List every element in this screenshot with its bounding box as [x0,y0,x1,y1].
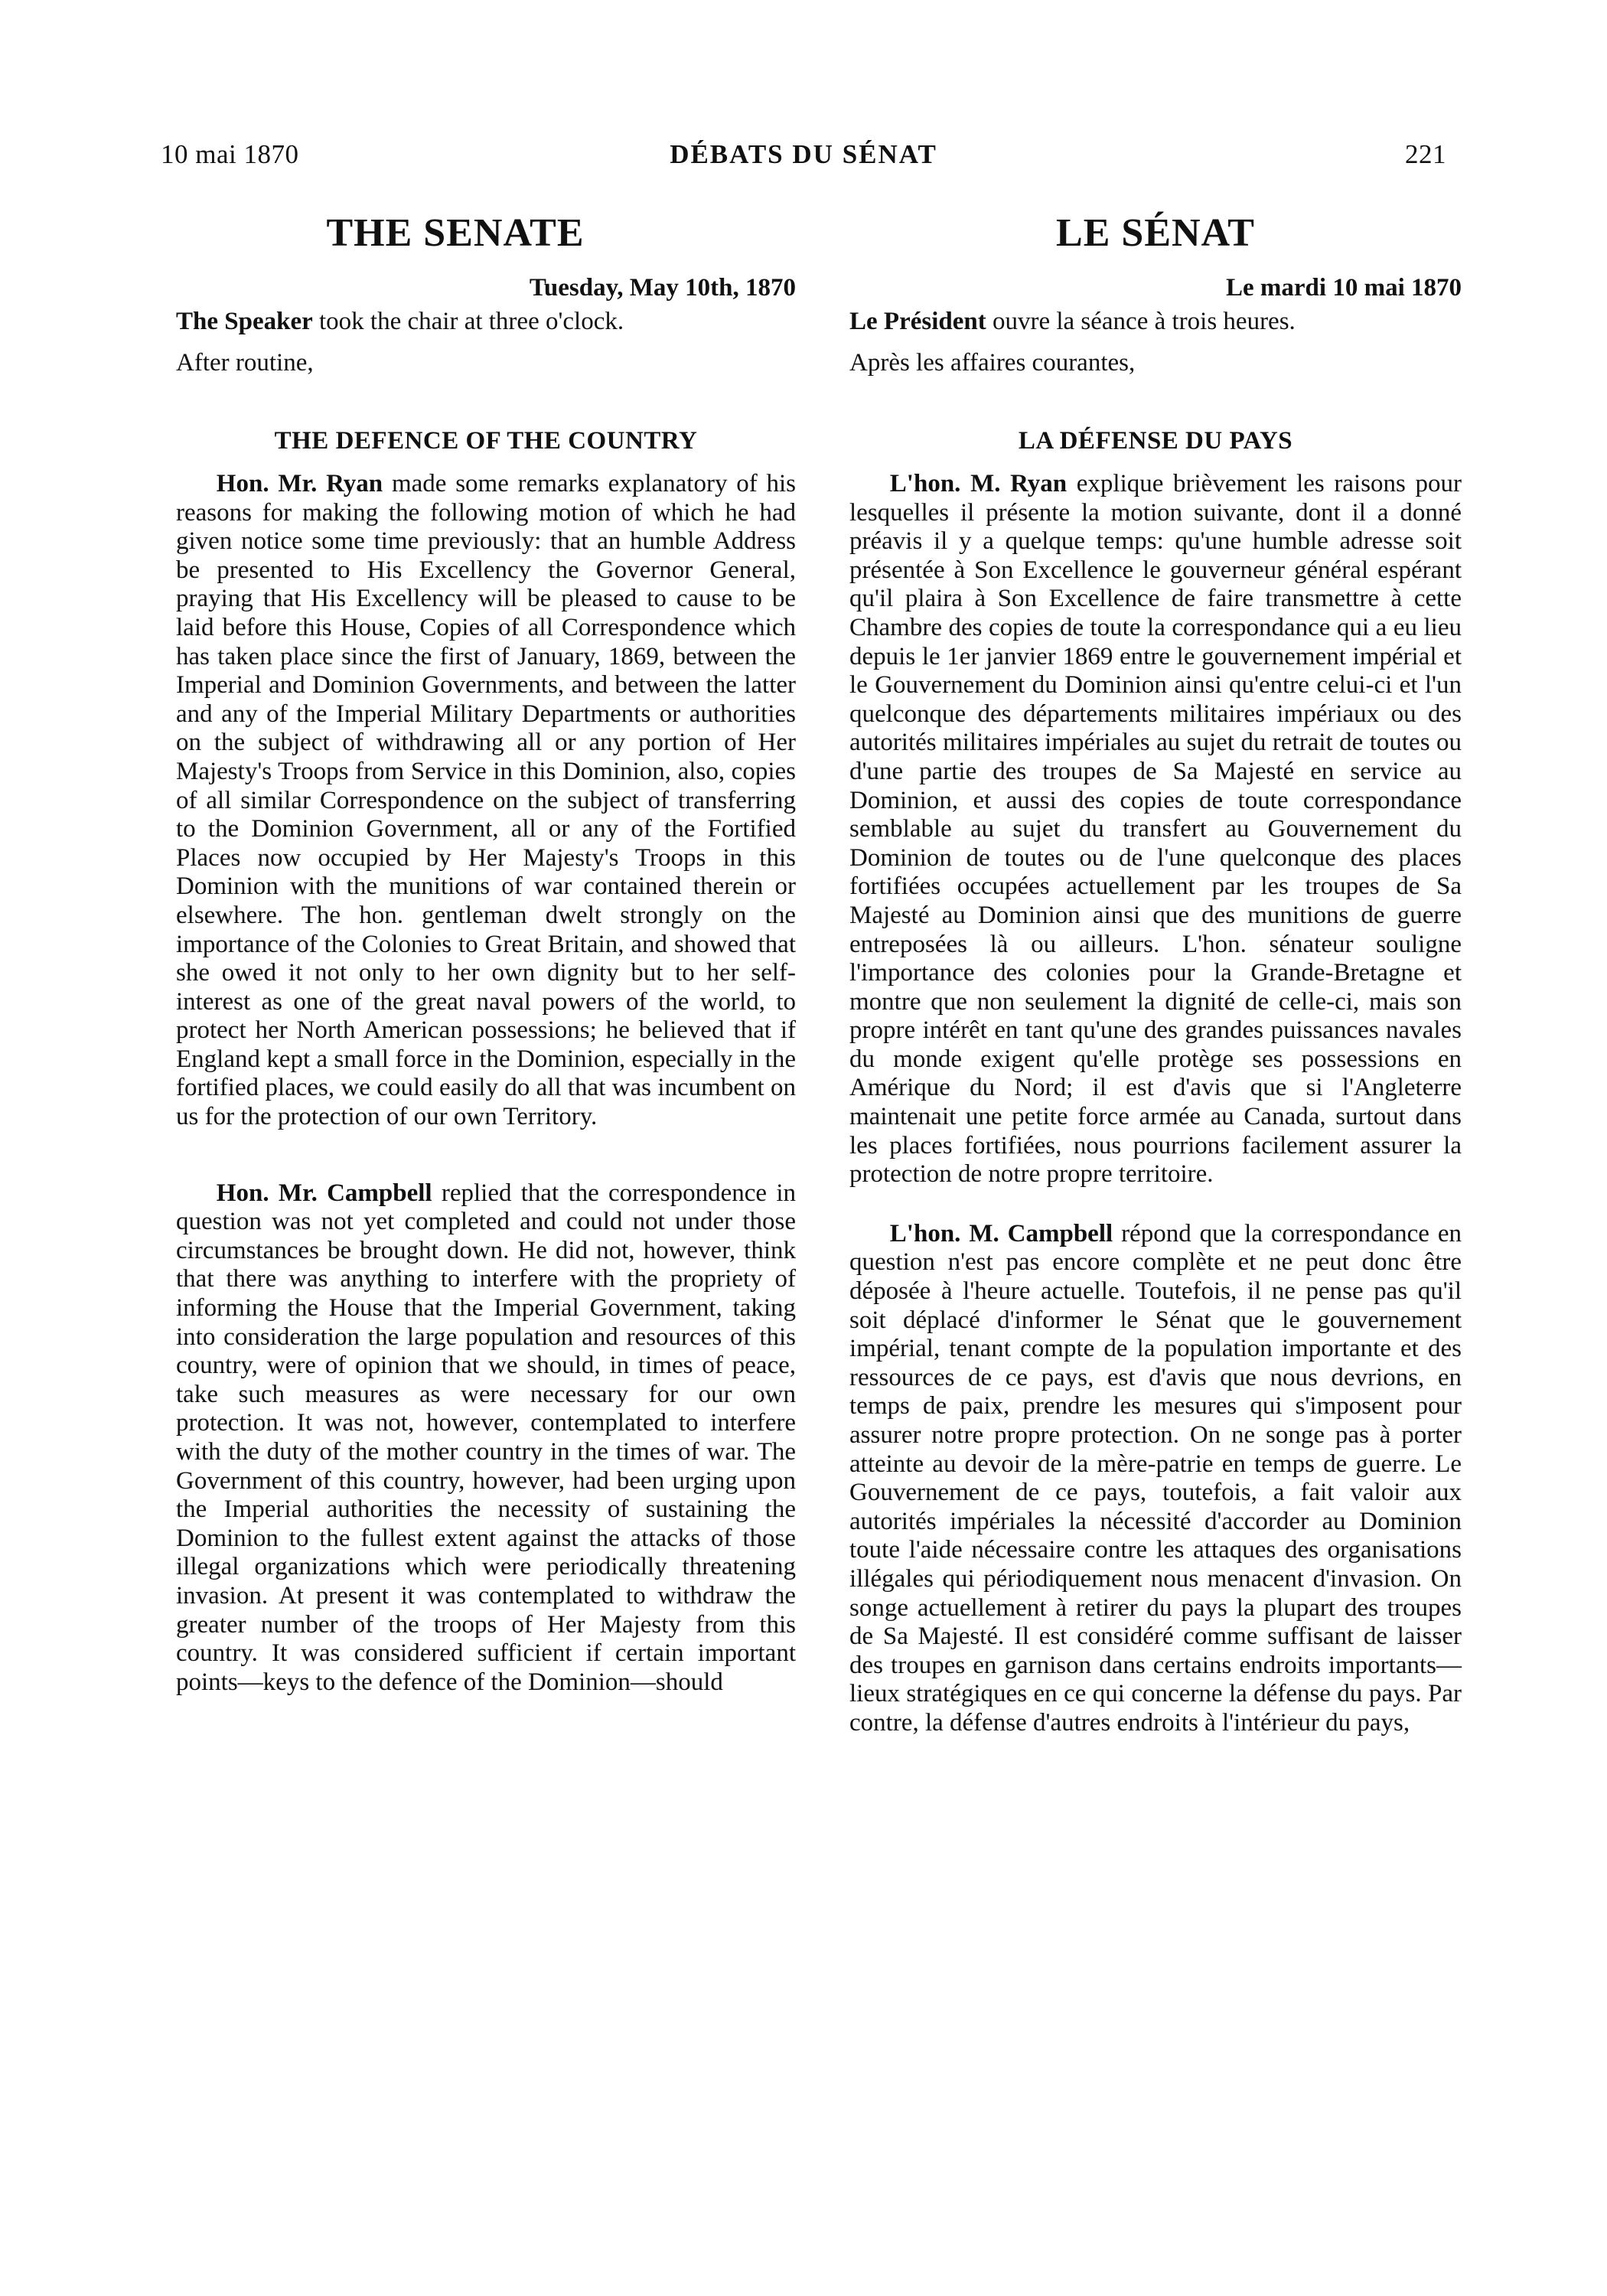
french-chair-line [849,308,1462,340]
english-paragraph-campbell [176,1179,796,1698]
french-p2-text: répond que la correspondance en question n'est pas encore complète et ne peut donc être déposée à l'heure actuelle. Toutefois, il ne pense pas qu'il soit déplacé d'informer le Sénat que le gouvernement impérial, tenant compte de la population importante et des ressources de ce pays, est d'avis que nous devrions, en temps de paix, prendre les mesures qui s'imposent pour assurer notre propre protection. On ne songe pas à porter atteinte au devoir de la mère-patrie en temps de guerre. Le Gouvernement de ce pays, toutefois, a fait valoir aux autorités impériales la nécessité d'accorder au Dominion toute l'aide nécessaire contre les attaques des organisations illégales qui périodiquement nous menacent d'invasion. On songe actuellement à retirer du pays la plupart des troupes de Sa Majesté. Il est considéré comme suffisant de laisser des troupes en garnison dans certains endroits importants—lieux stratégiques en ce qui concerne la défense du pays. Par contre, la défense d'autres endroits à l'intérieur du pays, [849,1219,1462,1737]
french-chair-text: ouvre la séance à trois heures. [986,308,1296,335]
page-number: 221 [1405,139,1446,169]
french-house-title: LE SÉNAT [1056,211,1255,255]
header-date: 10 mai 1870 [161,139,299,169]
running-head [161,139,1446,178]
french-paragraph-campbell [849,1220,1462,1738]
french-p1-speaker: L'hon. M. Ryan [889,470,1068,497]
english-section-heading: THE DEFENCE OF THE COUNTRY [274,427,698,455]
french-chair-speaker: Le Président [849,308,986,335]
english-p2-text: replied that the correspondence in question was not yet completed and could not under those circumstances be brought down. He did not, however, think that there was anything to interfere with the propriety of informing the House that the Imperial Government, taking into consideration the large population and resources of this country, were of opinion that we should, in times of peace, take such measures as were necessary for our own protection. It was not, however, contemplated to interfere with the duty of the mother country in the times of war. The Government of this country, however, had been urging upon the Imperial authorities the necessity of sustaining the Dominion to the fullest extent against the attacks of those illegal organizations which were periodically threatening invasion. At present it was contemplated to withdraw the greater number of the troops of Her Majesty from this country. It was considered sufficient if certain important points—keys to the defence of the Dominion—should [176,1179,796,1696]
english-house-title: THE SENATE [326,211,585,255]
english-chair-text: took the chair at three o'clock. [312,308,624,335]
french-p1-text: explique brièvement les raisons pour lesquelles il présente la motion suivante, dont il a donné préavis il y a quelque temps: qu'une humble adresse soit présentée à Son Excellence le gouverneur général espérant qu'il plaira à Son Excellence de faire transmettre à cette Chambre des copies de toute la correspondance qui a eu lieu depuis le 1er janvier 1869 entre le gouvernement impérial et le Gouvernement du Dominion ainsi qu'entre celui-ci et l'un quelconque des départements militaires impériaux ou des autorités militaires impériales au sujet du retrait de toutes ou d'une partie des troupes de Sa Majesté en service au Dominion, et aussi des copies de toute correspondance semblable au sujet du transfert au Gouvernement du Dominion de toutes ou de l'une quelconque des places fortifiées occupées actuellement par les troupes de Sa Majesté au Dominion ainsi que des munitions de guerre entreposées là ou ailleurs. L'hon. sénateur souligne l'importance des colonies pour la Grande-Bretagne et montre que non seulement la dignité de celle-ci, mais son propre intérêt en tant qu'une des grandes puissances navales du monde exigent qu'elle protège ses possessions en Amérique du Nord; il est d'avis que si l'Angleterre maintenait une petite force armée au Canada, surtout dans les places fortifiées, nous pourrions facilement assurer la protection de notre propre territoire. [849,470,1462,1189]
english-routine: After routine, [176,349,314,377]
english-column [176,207,796,1697]
french-p2-speaker: L'hon. M. Campbell [889,1219,1113,1247]
english-p1-text: made some remarks explanatory of his reasons for making the following motion of which he had given notice some time previously: that an humble Address be presented to His Excellency the Governor General, praying that His Excellency will be pleased to cause to be laid before this House, Copies of all Correspondence which has taken place since the first of January, 1869, between the Imperial and Dominion Governments, and between the latter and any of the Imperial Military Departments or authorities on the subject of withdrawing all or any portion of Her Majesty's Troops from Service in this Dominion, also, copies of all similar Correspondence on the subject of transferring to the Dominion Government, all or any of the Fortified Places now occupied by Her Majesty's Troops in this Dominion with the munitions of war contained therein or elsewhere. The hon. gentleman dwelt strongly on the importance of the Colonies to Great Britain, and showed that she owed it not only to her own dignity but to her self-interest as one of the great naval powers of the world, to protect her North American possessions; he believed that if England kept a small force in the Dominion, especially in the fortified places, we could easily do all that was incumbent on us for the protection of our own Territory. [176,470,797,1131]
english-chair-line [176,308,796,340]
french-paragraph-ryan [849,470,1462,1189]
french-column [849,207,1462,1738]
french-section-heading: LA DÉFENSE DU PAYS [1018,427,1293,455]
english-p1-speaker: Hon. Mr. Ryan [216,470,383,497]
english-paragraph-ryan [176,470,796,1132]
french-routine: Après les affaires courantes, [849,349,1136,377]
header-title: DÉBATS DU SÉNAT [670,139,937,169]
french-sitting-date: Le mardi 10 mai 1870 [1226,274,1462,302]
english-p2-speaker: Hon. Mr. Campbell [216,1179,432,1207]
english-sitting-date: Tuesday, May 10th, 1870 [529,274,796,302]
english-chair-speaker: The Speaker [176,308,313,335]
